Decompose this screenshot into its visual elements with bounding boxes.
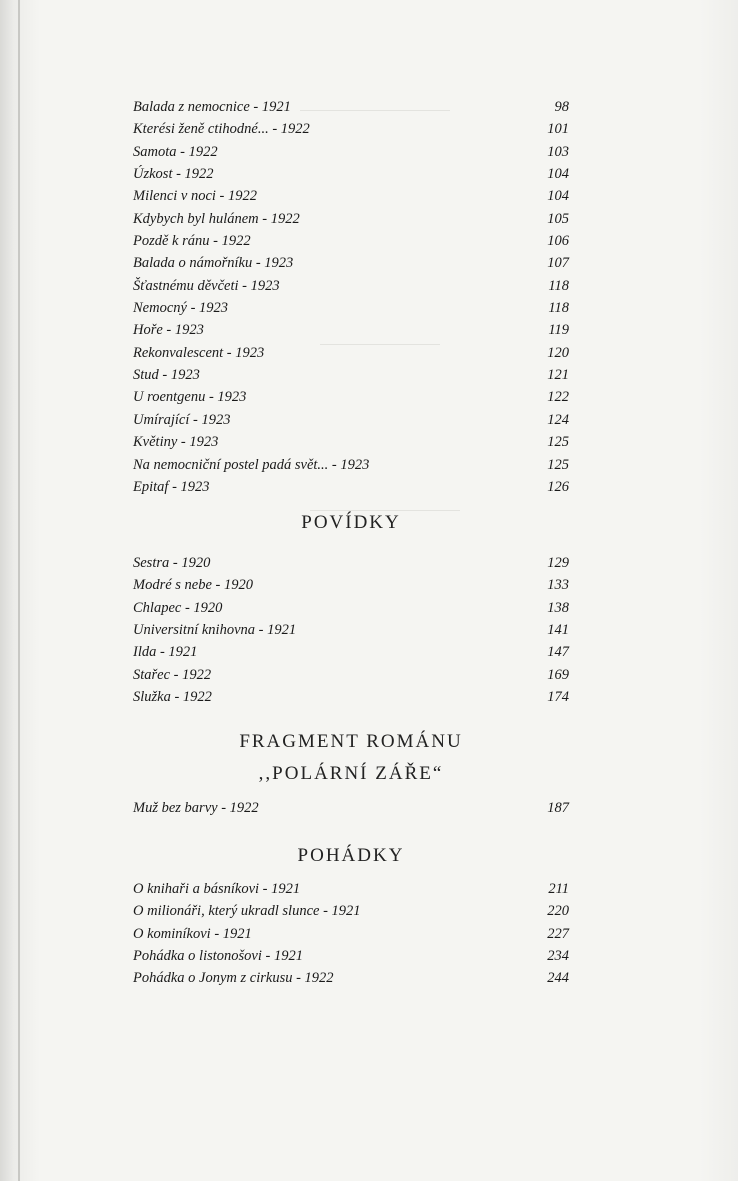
entry-title: Šťastnému děvčeti - 1923 [133, 277, 280, 294]
section-heading-fragment: FRAGMENT ROMÁNU [239, 731, 463, 752]
entry-title: Pohádka o listonošovi - 1921 [133, 948, 303, 965]
entry-page: 104 [547, 166, 569, 183]
toc-entry [133, 878, 569, 900]
toc-entry [133, 275, 569, 297]
entry-title: Muž bez barvy - 1922 [133, 800, 259, 816]
toc-entry [133, 476, 569, 498]
entry-title: Chlapec - 1920 [133, 599, 223, 616]
entry-title: Samota - 1922 [133, 143, 218, 160]
toc-entry [133, 454, 569, 476]
entry-title: Na nemocniční postel padá svět... - 1923 [133, 456, 370, 473]
entry-page: 129 [547, 555, 569, 571]
entry-title: Universitní knihovna - 1921 [133, 622, 297, 639]
section-heading-pohadky: POHÁDKY [297, 845, 405, 866]
entry-page: 106 [547, 233, 569, 250]
entry-title: O milionáři, který ukradl slunce - 1921 [133, 903, 361, 920]
toc-entry [133, 297, 569, 319]
entry-page: 120 [547, 344, 569, 361]
section-heading-povidky: POVÍDKY [301, 512, 401, 533]
entry-page: 118 [548, 300, 569, 317]
show-through-artifact [310, 496, 460, 511]
entry-title: Epitaf - 1923 [133, 478, 210, 495]
entry-page: 133 [547, 577, 569, 594]
entry-title: Kterési ženě ctihodné... - 1922 [133, 121, 310, 138]
toc-section-pohadky [133, 878, 569, 990]
entry-page: 147 [547, 644, 569, 661]
toc-entry [133, 900, 569, 922]
toc-entry [133, 641, 569, 663]
toc-entry [133, 319, 569, 341]
toc-entry [133, 967, 569, 989]
entry-page: 124 [547, 411, 569, 428]
entry-page: 121 [547, 367, 569, 384]
toc-entry [133, 923, 569, 945]
entry-page: 169 [547, 666, 569, 683]
entry-title: Služka - 1922 [133, 689, 212, 706]
entry-title: Hoře - 1923 [133, 322, 204, 339]
toc-entry [133, 364, 569, 386]
entry-page: 138 [547, 599, 569, 616]
toc-entry [133, 118, 569, 140]
toc-entry [133, 230, 569, 252]
entry-title: Umírající - 1923 [133, 411, 231, 428]
toc-entry [133, 96, 569, 118]
toc-entry [133, 619, 569, 641]
entry-page: 244 [547, 970, 569, 987]
entry-page: 174 [547, 689, 569, 706]
toc-entry [133, 342, 569, 364]
page-spine-shadow [18, 0, 20, 1181]
entry-title: O knihaři a básníkovi - 1921 [133, 881, 301, 897]
entry-page: 211 [548, 881, 569, 897]
entry-title: Kdybych byl hulánem - 1922 [133, 210, 300, 227]
section-subheading-polarni-zare: ,,POLÁRNÍ ZÁŘE“ [258, 763, 444, 784]
toc-section-poems [133, 96, 569, 498]
entry-page: 234 [547, 948, 569, 965]
toc-section-fragment [133, 797, 569, 819]
toc-entry [133, 409, 569, 431]
entry-title: Rekonvalescent - 1923 [133, 344, 265, 361]
toc-entry [133, 552, 569, 574]
toc-entry [133, 252, 569, 274]
entry-title: Stařec - 1922 [133, 666, 212, 683]
toc-entry [133, 141, 569, 163]
toc-entry [133, 208, 569, 230]
toc-entry [133, 686, 569, 708]
entry-page: 187 [547, 800, 569, 816]
entry-page: 220 [547, 903, 569, 920]
entry-title: Modré s nebe - 1920 [133, 577, 254, 594]
entry-title: Pohádka o Jonym z cirkusu - 1922 [133, 970, 334, 987]
entry-title: Milenci v noci - 1922 [133, 188, 258, 205]
entry-page: 98 [554, 99, 569, 115]
toc-entry [133, 163, 569, 185]
entry-page: 119 [548, 322, 569, 339]
toc-entry [133, 597, 569, 619]
toc-entry [133, 797, 569, 819]
entry-title: Sestra - 1920 [133, 555, 211, 571]
entry-title: Balada z nemocnice - 1921 [133, 99, 291, 115]
entry-page: 227 [547, 925, 569, 942]
entry-page: 141 [547, 622, 569, 639]
toc-entry [133, 386, 569, 408]
entry-title: Pozdě k ránu - 1922 [133, 233, 251, 250]
entry-page: 125 [547, 434, 569, 451]
entry-page: 101 [547, 121, 569, 138]
entry-title: Úzkost - 1922 [133, 166, 214, 183]
entry-title: Balada o námořníku - 1923 [133, 255, 294, 272]
entry-page: 126 [547, 478, 569, 495]
toc-entry [133, 185, 569, 207]
entry-title: Květiny - 1923 [133, 434, 219, 451]
entry-page: 103 [547, 143, 569, 160]
toc-entry [133, 431, 569, 453]
entry-title: Stud - 1923 [133, 367, 200, 384]
toc-entry [133, 664, 569, 686]
entry-page: 107 [547, 255, 569, 272]
entry-title: O kominíkovi - 1921 [133, 925, 252, 942]
entry-page: 122 [547, 389, 569, 406]
entry-title: Ilda - 1921 [133, 644, 198, 661]
entry-title: Nemocný - 1923 [133, 300, 229, 317]
entry-page: 118 [548, 277, 569, 294]
toc-entry [133, 574, 569, 596]
entry-page: 105 [547, 210, 569, 227]
toc-section-povidky [133, 552, 569, 708]
entry-page: 125 [547, 456, 569, 473]
entry-page: 104 [547, 188, 569, 205]
toc-entry [133, 945, 569, 967]
entry-title: U roentgenu - 1923 [133, 389, 247, 406]
